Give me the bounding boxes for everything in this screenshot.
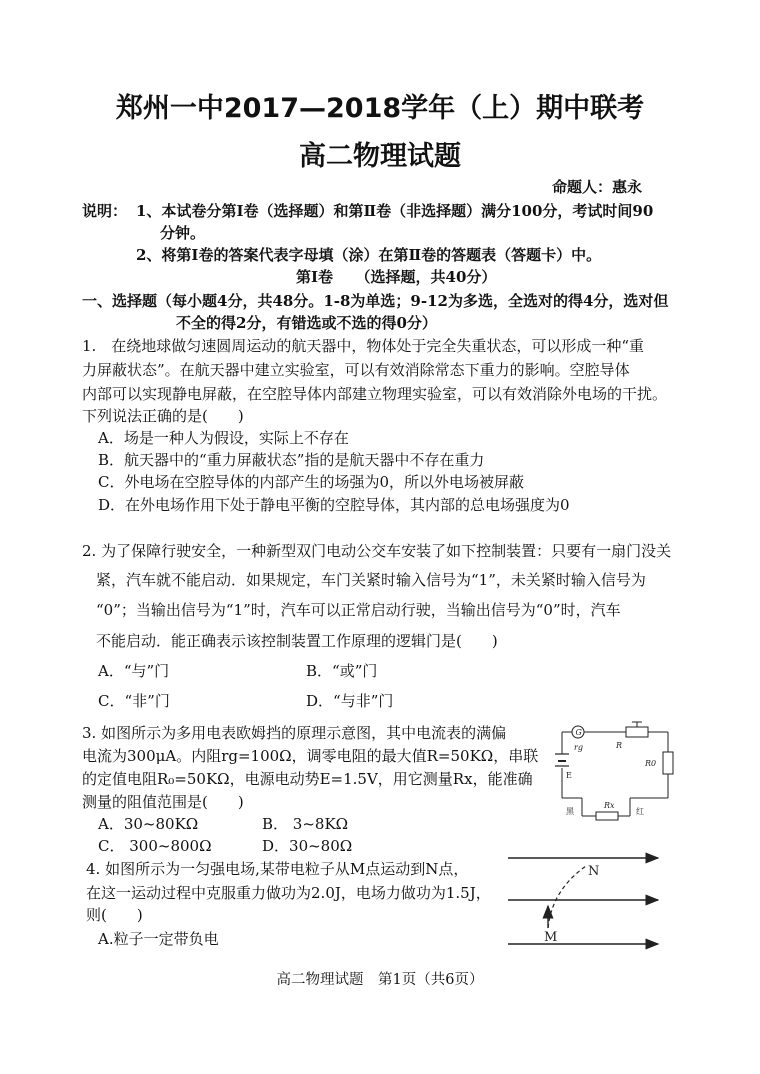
q1-line2: 力屏蔽状态”。在航天器中建立实验室，可以有效消除常态下重力的影响。空腔导体 [82, 361, 630, 379]
q4-line2: 在这一运动过程中克服重力做功为2.0J，电场力做功为1.5J， [86, 884, 491, 902]
label-r0: R0 [645, 759, 657, 768]
q3-option-a: A．30~80KΩ [98, 815, 199, 833]
q2-option-c: C．“非”门 [98, 692, 170, 710]
label-black: 黑 [566, 807, 574, 816]
note-1-cont: 分钟。 [160, 224, 206, 242]
label-r: R [616, 741, 623, 750]
page-title: 郑州一中2017—2018学年（上）期中联考 [115, 93, 645, 124]
q2-line3: “0”；当输出信号为“1”时，汽车可以正常启动行驶，当输出信号为“0”时，汽车 [96, 601, 621, 619]
label-e: E [566, 771, 572, 780]
q3-option-d: D．30~80Ω [262, 837, 353, 855]
q4-line1: 4. 如图所示为一匀强电场,某带电粒子从M点运动到N点， [86, 860, 469, 878]
fixed-resistor-r0 [663, 752, 673, 774]
particle-trajectory [548, 866, 586, 928]
q2-option-a: A．“与”门 [98, 662, 170, 680]
resistor-rx [596, 812, 618, 820]
q3-option-c: C． 300~800Ω [98, 837, 212, 855]
q1-line3: 内部可以实现静电屏蔽，在空腔导体内部建立物理实验室，可以有效消除外电场的干扰。 [82, 385, 668, 403]
q2-line1: 2. 为了保障行驶安全，一种新型双门电动公交车安装了如下控制装置：只要有一扇门没关 [82, 542, 672, 560]
ohmmeter-circuit-diagram [552, 716, 682, 828]
section-header: 第Ⅰ卷 （选择题，共40分） [296, 268, 497, 286]
q4-line3: 则( ) [86, 906, 143, 924]
page-subtitle: 高二物理试题 [299, 141, 461, 172]
q2-option-d: D．“与非”门 [306, 692, 394, 710]
label-rx: Rx [604, 801, 615, 810]
q1-option-d: D．在外电场作用下处于静电平衡的空腔导体，其内部的总电场强度为0 [98, 496, 570, 514]
q2-line2: 紧，汽车就不能启动．如果规定，车门关紧时输入信号为“1”，未关紧时输入信号为 [96, 571, 646, 589]
note-1: 1、本试卷分第Ⅰ卷（选择题）和第Ⅱ卷（非选择题）满分100分，考试时间90 [136, 202, 654, 220]
q1-option-b: B．航天器中的“重力屏蔽状态”指的是航天器中不存在重力 [98, 451, 485, 469]
label-red: 红 [636, 807, 644, 816]
label-g: G [575, 728, 582, 737]
note-2: 2、将第Ⅰ卷的答案代表字母填（涂）在第Ⅱ卷的答题表（答题卡）中。 [136, 246, 602, 264]
q3-line3: 的定值电阻R₀=50KΩ，电源电动势E=1.5V，用它测量Rx，能准确 [82, 770, 533, 788]
q1-option-c: C．外电场在空腔导体的内部产生的场强为0，所以外电场被屏蔽 [98, 473, 525, 491]
q3-line1: 3. 如图所示为多用电表欧姆挡的原理示意图，其中电流表的满偏 [82, 724, 507, 742]
part-instructions-cont: 不全的得2分，有错选或不选的得0分） [176, 314, 437, 332]
notes-label: 说明： [82, 202, 128, 220]
label-rg: rg [574, 743, 583, 752]
q3-line2: 电流为300μA。内阻rg=100Ω，调零电阻的最大值R=50KΩ，串联 [82, 747, 539, 765]
q2-option-b: B．“或”门 [306, 662, 378, 680]
q4-option-a: A.粒子一定带负电 [98, 930, 219, 948]
q3-option-b: B． 3~8KΩ [262, 815, 349, 833]
q3-line4: 测量的阻值范围是( ) [82, 793, 244, 811]
part-instructions: 一、选择题（每小题4分，共48分。1-8为单选；9-12为多选，全选对的得4分，选对但 [82, 292, 669, 310]
variable-resistor-r [626, 727, 648, 737]
q1-line1: 1. 在绕地球做匀速圆周运动的航天器中，物体处于完全失重状态，可以形成一种“重 [82, 337, 644, 355]
author-line: 命题人：惠永 [552, 178, 643, 196]
q1-line4: 下列说法正确的是( ) [82, 407, 244, 425]
label-n: N [588, 864, 600, 879]
q2-line4: 不能启动．能正确表示该控制装置工作原理的逻辑门是( ) [96, 632, 498, 650]
electric-field-diagram [500, 848, 670, 954]
label-m: M [544, 930, 558, 945]
q1-option-a: A．场是一种人为假设，实际上不存在 [98, 429, 349, 447]
page-footer: 高二物理试题 第1页（共6页） [276, 972, 484, 988]
